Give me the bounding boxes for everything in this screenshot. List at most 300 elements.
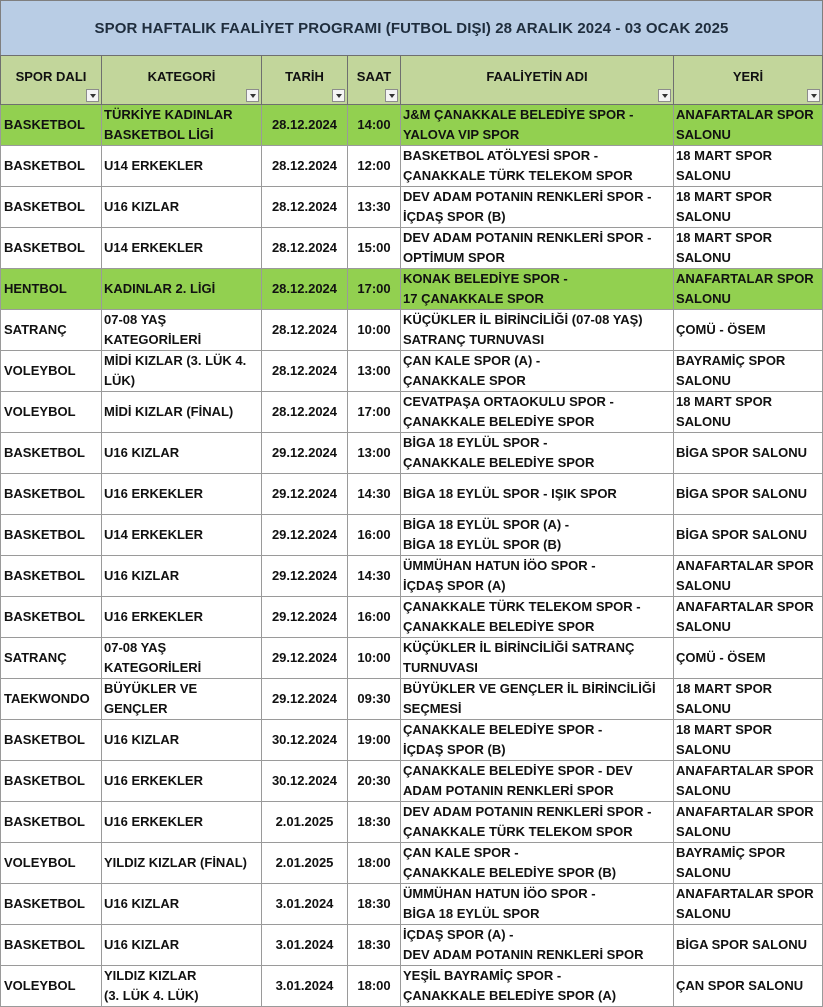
venue-cell[interactable]	[674, 720, 823, 761]
sport-cell-text: BASKETBOL	[4, 445, 85, 460]
venue-cell-text: ANAFARTALAR SPOR SALONU	[676, 886, 814, 921]
sport-cell[interactable]	[1, 597, 102, 638]
date-cell[interactable]	[262, 966, 348, 1007]
sport-cell[interactable]	[1, 433, 102, 474]
table-row	[1, 884, 823, 925]
date-cell[interactable]	[262, 228, 348, 269]
table-row	[1, 597, 823, 638]
time-cell[interactable]	[348, 638, 401, 679]
table-row	[1, 638, 823, 679]
venue-cell[interactable]	[674, 884, 823, 925]
time-cell-text: 17:00	[357, 404, 391, 419]
sport-cell[interactable]	[1, 802, 102, 843]
date-cell[interactable]	[262, 269, 348, 310]
date-cell[interactable]	[262, 925, 348, 966]
category-cell-text: U16 ERKEKLER	[104, 486, 203, 501]
date-cell-text: 28.12.2024	[271, 363, 338, 378]
table-row	[1, 474, 823, 515]
sport-cell[interactable]	[1, 105, 102, 146]
venue-cell-text: BİGA SPOR SALONU	[676, 937, 807, 952]
sport-cell[interactable]	[1, 515, 102, 556]
date-cell-text: 29.12.2024	[271, 691, 338, 706]
time-cell-text: 10:00	[357, 322, 391, 337]
venue-cell-text: 18 MART SPOR SALONU	[676, 681, 773, 716]
time-cell-text: 16:00	[357, 609, 391, 624]
category-cell[interactable]	[102, 761, 262, 802]
date-cell[interactable]	[262, 843, 348, 884]
date-cell-text: 29.12.2024	[271, 445, 338, 460]
sport-cell-text: TAEKWONDO	[4, 691, 90, 706]
sport-cell[interactable]	[1, 146, 102, 187]
sport-cell[interactable]	[1, 720, 102, 761]
category-cell-text: U16 KIZLAR	[104, 445, 180, 460]
time-cell-text: 13:00	[357, 445, 391, 460]
sport-cell-text: BASKETBOL	[4, 568, 85, 583]
activity-cell-text: İÇDAŞ SPOR (A) - DEV ADAM POTANIN RENKLERİ SPOR	[403, 927, 644, 962]
venue-cell-text: ANAFARTALAR SPOR SALONU	[676, 107, 814, 142]
activity-cell-text: ÇANAKKALE BELEDİYE SPOR - İÇDAŞ SPOR (B)	[403, 722, 603, 757]
activity-cell[interactable]	[401, 679, 674, 720]
date-cell-text: 3.01.2024	[275, 896, 334, 911]
sport-cell-text: VOLEYBOL	[4, 363, 76, 378]
activity-cell[interactable]	[401, 802, 674, 843]
time-cell-text: 14:00	[357, 117, 391, 132]
venue-cell[interactable]	[674, 679, 823, 720]
sport-cell[interactable]	[1, 966, 102, 1007]
venue-cell-text: ÇAN SPOR SALONU	[676, 978, 804, 993]
activity-cell-text: J&M ÇANAKKALE BELEDİYE SPOR - YALOVA VIP SPOR	[403, 107, 634, 142]
time-cell[interactable]	[348, 761, 401, 802]
time-cell[interactable]	[348, 884, 401, 925]
sport-cell-text: BASKETBOL	[4, 773, 85, 788]
column-header-sport: SPOR DALI	[1, 56, 102, 105]
sport-cell[interactable]	[1, 556, 102, 597]
time-cell-text: 10:00	[357, 650, 391, 665]
category-cell-text: U16 KIZLAR	[104, 199, 180, 214]
sport-cell-text: HENTBOL	[4, 281, 67, 296]
table-row	[1, 802, 823, 843]
time-cell-text: 12:00	[357, 158, 391, 173]
time-cell[interactable]	[348, 146, 401, 187]
table-row	[1, 925, 823, 966]
date-cell[interactable]	[262, 392, 348, 433]
date-cell-text: 28.12.2024	[271, 117, 338, 132]
date-cell-text: 28.12.2024	[271, 158, 338, 173]
activity-cell[interactable]	[401, 761, 674, 802]
sport-cell-text: SATRANÇ	[4, 650, 67, 665]
date-cell-text: 28.12.2024	[271, 404, 338, 419]
category-cell[interactable]	[102, 556, 262, 597]
category-cell[interactable]	[102, 228, 262, 269]
table-row	[1, 966, 823, 1007]
category-cell[interactable]	[102, 802, 262, 843]
sport-cell[interactable]	[1, 269, 102, 310]
sport-cell-text: BASKETBOL	[4, 486, 85, 501]
activity-cell[interactable]	[401, 884, 674, 925]
venue-cell[interactable]	[674, 310, 823, 351]
category-cell[interactable]	[102, 269, 262, 310]
date-cell-text: 3.01.2024	[275, 978, 334, 993]
venue-cell[interactable]	[674, 351, 823, 392]
filter-dropdown-icon[interactable]	[246, 89, 259, 102]
date-cell[interactable]	[262, 679, 348, 720]
category-cell-text: U14 ERKEKLER	[104, 527, 203, 542]
time-cell-text: 20:30	[357, 773, 391, 788]
activity-cell[interactable]	[401, 433, 674, 474]
activity-cell[interactable]	[401, 351, 674, 392]
date-cell-text: 30.12.2024	[271, 773, 338, 788]
time-cell[interactable]	[348, 228, 401, 269]
category-cell[interactable]	[102, 925, 262, 966]
time-cell[interactable]	[348, 802, 401, 843]
sport-cell-text: BASKETBOL	[4, 527, 85, 542]
time-cell-text: 17:00	[357, 281, 391, 296]
category-cell[interactable]	[102, 679, 262, 720]
venue-cell[interactable]	[674, 515, 823, 556]
column-header-category: KATEGORİ	[102, 56, 262, 105]
venue-cell-text: BAYRAMİÇ SPOR SALONU	[676, 845, 786, 880]
time-cell-text: 14:30	[357, 486, 391, 501]
filter-dropdown-icon[interactable]	[807, 89, 820, 102]
time-cell-text: 16:00	[357, 527, 391, 542]
category-cell-text: U14 ERKEKLER	[104, 240, 203, 255]
sport-cell-text: BASKETBOL	[4, 240, 85, 255]
activity-cell-text: YEŞİL BAYRAMİÇ SPOR - ÇANAKKALE BELEDİYE SPOR (A)	[403, 968, 617, 1003]
time-cell[interactable]	[348, 187, 401, 228]
column-header-activity: FAALİYETİN ADI	[401, 56, 674, 105]
sport-cell-text: BASKETBOL	[4, 158, 85, 173]
venue-cell[interactable]	[674, 474, 823, 515]
activity-cell[interactable]	[401, 966, 674, 1007]
time-cell[interactable]	[348, 269, 401, 310]
category-cell-text: TÜRKİYE KADINLAR BASKETBOL LİGİ	[104, 107, 233, 142]
time-cell[interactable]	[348, 105, 401, 146]
activity-cell[interactable]	[401, 392, 674, 433]
date-cell-text: 28.12.2024	[271, 199, 338, 214]
category-cell[interactable]	[102, 884, 262, 925]
filter-dropdown-icon[interactable]	[86, 89, 99, 102]
activity-cell-text: BİGA 18 EYLÜL SPOR (A) - BİGA 18 EYLÜL SPOR (B)	[403, 517, 570, 552]
column-header-time: SAAT	[348, 56, 401, 105]
category-cell[interactable]	[102, 843, 262, 884]
category-cell-text: U16 KIZLAR	[104, 732, 180, 747]
venue-cell-text: ANAFARTALAR SPOR SALONU	[676, 763, 814, 798]
venue-cell[interactable]	[674, 597, 823, 638]
table-row	[1, 351, 823, 392]
date-cell[interactable]	[262, 351, 348, 392]
filter-dropdown-icon[interactable]	[658, 89, 671, 102]
date-cell[interactable]	[262, 597, 348, 638]
category-cell-text: MİDİ KIZLAR (FİNAL)	[104, 404, 234, 419]
venue-cell[interactable]	[674, 269, 823, 310]
date-cell[interactable]	[262, 474, 348, 515]
sport-cell-text: BASKETBOL	[4, 937, 85, 952]
time-cell[interactable]	[348, 843, 401, 884]
venue-cell[interactable]	[674, 187, 823, 228]
table-row	[1, 720, 823, 761]
activity-cell-text: KÜÇÜKLER İL BİRİNCİLİĞİ (07-08 YAŞ) SATRANÇ TURNUVASI	[403, 312, 643, 347]
time-cell-text: 14:30	[357, 568, 391, 583]
category-cell-text: 07-08 YAŞ KATEGORİLERİ	[104, 640, 202, 675]
venue-cell[interactable]	[674, 228, 823, 269]
venue-cell-text: ANAFARTALAR SPOR SALONU	[676, 558, 814, 593]
venue-cell[interactable]	[674, 556, 823, 597]
time-cell-text: 18:00	[357, 978, 391, 993]
activity-cell-text: CEVATPAŞA ORTAOKULU SPOR - ÇANAKKALE BELEDİYE SPOR	[403, 394, 614, 429]
category-cell-text: U16 ERKEKLER	[104, 773, 203, 788]
activity-cell-text: KÜÇÜKLER İL BİRİNCİLİĞİ SATRANÇ TURNUVASI	[403, 640, 635, 675]
venue-cell-text: ANAFARTALAR SPOR SALONU	[676, 599, 814, 634]
date-cell[interactable]	[262, 720, 348, 761]
category-cell-text: U16 KIZLAR	[104, 937, 180, 952]
table-row	[1, 515, 823, 556]
category-cell[interactable]	[102, 105, 262, 146]
category-cell-text: YILDIZ KIZLAR (3. LÜK 4. LÜK)	[104, 968, 199, 1003]
category-cell[interactable]	[102, 433, 262, 474]
table-row	[1, 269, 823, 310]
category-cell-text: 07-08 YAŞ KATEGORİLERİ	[104, 312, 202, 347]
venue-cell[interactable]	[674, 843, 823, 884]
sport-cell-text: BASKETBOL	[4, 896, 85, 911]
date-cell-text: 29.12.2024	[271, 486, 338, 501]
sport-cell-text: VOLEYBOL	[4, 404, 76, 419]
date-cell[interactable]	[262, 515, 348, 556]
date-cell[interactable]	[262, 187, 348, 228]
activity-cell-text: BİGA 18 EYLÜL SPOR - IŞIK SPOR	[403, 486, 617, 501]
date-cell-text: 29.12.2024	[271, 568, 338, 583]
activity-cell[interactable]	[401, 310, 674, 351]
category-cell-text: MİDİ KIZLAR (3. LÜK 4. LÜK)	[104, 353, 247, 388]
time-cell-text: 09:30	[357, 691, 391, 706]
date-cell[interactable]	[262, 433, 348, 474]
activity-cell-text: ÜMMÜHAN HATUN İÖO SPOR - İÇDAŞ SPOR (A)	[403, 558, 596, 593]
table-row	[1, 843, 823, 884]
category-cell-text: KADINLAR 2. LİGİ	[104, 281, 216, 296]
table-row	[1, 310, 823, 351]
sport-cell-text: SATRANÇ	[4, 322, 67, 337]
time-cell[interactable]	[348, 597, 401, 638]
sport-cell[interactable]	[1, 843, 102, 884]
category-cell-text: U16 ERKEKLER	[104, 609, 203, 624]
date-cell-text: 3.01.2024	[275, 937, 334, 952]
date-cell-text: 28.12.2024	[271, 281, 338, 296]
sport-cell-text: VOLEYBOL	[4, 978, 76, 993]
activity-cell-text: ÇAN KALE SPOR (A) - ÇANAKKALE SPOR	[403, 353, 541, 388]
venue-cell[interactable]	[674, 146, 823, 187]
sport-cell[interactable]	[1, 310, 102, 351]
activity-cell[interactable]	[401, 187, 674, 228]
table-body	[1, 105, 823, 1007]
venue-cell-text: ANAFARTALAR SPOR SALONU	[676, 804, 814, 839]
sport-cell[interactable]	[1, 228, 102, 269]
activity-cell[interactable]	[401, 515, 674, 556]
sport-cell[interactable]	[1, 761, 102, 802]
activity-cell[interactable]	[401, 843, 674, 884]
schedule-table	[0, 55, 823, 1007]
column-header-venue: YERİ	[674, 56, 823, 105]
category-cell-text: U16 KIZLAR	[104, 896, 180, 911]
activity-cell[interactable]	[401, 146, 674, 187]
venue-cell[interactable]	[674, 638, 823, 679]
category-cell[interactable]	[102, 146, 262, 187]
date-cell-text: 28.12.2024	[271, 322, 338, 337]
category-cell[interactable]	[102, 720, 262, 761]
category-cell-text: U16 KIZLAR	[104, 568, 180, 583]
sheet-title: SPOR HAFTALIK FAALİYET PROGRAMI (FUTBOL DIŞI) 28 ARALIK 2024 - 03 OCAK 2025	[0, 0, 823, 56]
time-cell[interactable]	[348, 679, 401, 720]
venue-cell-text: 18 MART SPOR SALONU	[676, 230, 773, 265]
venue-cell-text: ÇOMÜ - ÖSEM	[676, 650, 766, 665]
venue-cell-text: BİGA SPOR SALONU	[676, 527, 807, 542]
date-cell[interactable]	[262, 146, 348, 187]
date-cell[interactable]	[262, 802, 348, 843]
table-row	[1, 146, 823, 187]
table-row	[1, 228, 823, 269]
date-cell-text: 30.12.2024	[271, 732, 338, 747]
venue-cell[interactable]	[674, 802, 823, 843]
date-cell-text: 29.12.2024	[271, 527, 338, 542]
filter-dropdown-icon[interactable]	[332, 89, 345, 102]
activity-cell-text: ÜMMÜHAN HATUN İÖO SPOR - BİGA 18 EYLÜL SPOR	[403, 886, 596, 921]
category-cell-text: U14 ERKEKLER	[104, 158, 203, 173]
activity-cell[interactable]	[401, 228, 674, 269]
sport-cell[interactable]	[1, 392, 102, 433]
date-cell[interactable]	[262, 105, 348, 146]
time-cell-text: 15:00	[357, 240, 391, 255]
filter-dropdown-icon[interactable]	[385, 89, 398, 102]
venue-cell-text: 18 MART SPOR SALONU	[676, 148, 773, 183]
date-cell[interactable]	[262, 761, 348, 802]
time-cell[interactable]	[348, 351, 401, 392]
activity-cell[interactable]	[401, 720, 674, 761]
venue-cell[interactable]	[674, 392, 823, 433]
table-row	[1, 556, 823, 597]
time-cell[interactable]	[348, 515, 401, 556]
category-cell[interactable]	[102, 187, 262, 228]
category-cell[interactable]	[102, 351, 262, 392]
activity-cell[interactable]	[401, 269, 674, 310]
activity-cell-text: ÇANAKKALE BELEDİYE SPOR - DEV ADAM POTANIN RENKLERİ SPOR	[403, 763, 633, 798]
venue-cell[interactable]	[674, 966, 823, 1007]
sport-cell-text: BASKETBOL	[4, 117, 85, 132]
date-cell-text: 2.01.2025	[275, 855, 334, 870]
time-cell[interactable]	[348, 433, 401, 474]
time-cell-text: 18:30	[357, 937, 391, 952]
activity-cell-text: BİGA 18 EYLÜL SPOR - ÇANAKKALE BELEDİYE SPOR	[403, 435, 595, 470]
date-cell[interactable]	[262, 310, 348, 351]
activity-cell-text: ÇAN KALE SPOR - ÇANAKKALE BELEDİYE SPOR (B)	[403, 845, 617, 880]
venue-cell-text: BİGA SPOR SALONU	[676, 486, 807, 501]
sport-cell[interactable]	[1, 187, 102, 228]
venue-cell-text: ANAFARTALAR SPOR SALONU	[676, 271, 814, 306]
venue-cell-text: BİGA SPOR SALONU	[676, 445, 807, 460]
time-cell-text: 18:30	[357, 814, 391, 829]
table-row	[1, 433, 823, 474]
venue-cell-text: BAYRAMİÇ SPOR SALONU	[676, 353, 786, 388]
date-cell-text: 28.12.2024	[271, 240, 338, 255]
venue-cell[interactable]	[674, 761, 823, 802]
time-cell-text: 18:30	[357, 896, 391, 911]
table-row	[1, 761, 823, 802]
activity-cell-text: DEV ADAM POTANIN RENKLERİ SPOR - ÇANAKKALE TÜRK TELEKOM SPOR	[403, 804, 652, 839]
activity-cell[interactable]	[401, 597, 674, 638]
category-cell-text: U16 ERKEKLER	[104, 814, 203, 829]
time-cell[interactable]	[348, 966, 401, 1007]
sport-cell[interactable]	[1, 638, 102, 679]
sport-cell[interactable]	[1, 474, 102, 515]
time-cell[interactable]	[348, 474, 401, 515]
category-cell[interactable]	[102, 392, 262, 433]
date-cell[interactable]	[262, 638, 348, 679]
time-cell-text: 19:00	[357, 732, 391, 747]
sport-cell-text: BASKETBOL	[4, 732, 85, 747]
sport-cell[interactable]	[1, 925, 102, 966]
sport-cell[interactable]	[1, 679, 102, 720]
category-cell[interactable]	[102, 310, 262, 351]
table-row	[1, 679, 823, 720]
category-cell-text: YILDIZ KIZLAR (FİNAL)	[104, 855, 247, 870]
venue-cell-text: ÇOMÜ - ÖSEM	[676, 322, 766, 337]
category-cell[interactable]	[102, 638, 262, 679]
venue-cell[interactable]	[674, 433, 823, 474]
time-cell[interactable]	[348, 310, 401, 351]
time-cell-text: 13:30	[357, 199, 391, 214]
activity-cell[interactable]	[401, 105, 674, 146]
activity-cell[interactable]	[401, 474, 674, 515]
time-cell[interactable]	[348, 556, 401, 597]
date-cell[interactable]	[262, 556, 348, 597]
sport-cell[interactable]	[1, 884, 102, 925]
activity-cell-text: BÜYÜKLER VE GENÇLER İL BİRİNCİLİĞİ SEÇMESİ	[403, 681, 656, 716]
activity-cell[interactable]	[401, 925, 674, 966]
column-header-date: TARİH	[262, 56, 348, 105]
sport-cell-text: BASKETBOL	[4, 609, 85, 624]
activity-cell[interactable]	[401, 638, 674, 679]
category-cell[interactable]	[102, 474, 262, 515]
time-cell-text: 18:00	[357, 855, 391, 870]
time-cell-text: 13:00	[357, 363, 391, 378]
table-row	[1, 392, 823, 433]
time-cell[interactable]	[348, 925, 401, 966]
sport-cell[interactable]	[1, 351, 102, 392]
time-cell[interactable]	[348, 392, 401, 433]
category-cell-text: BÜYÜKLER VE GENÇLER	[104, 681, 198, 716]
table-row	[1, 187, 823, 228]
header-row	[1, 56, 823, 105]
activity-cell-text: KONAK BELEDİYE SPOR - 17 ÇANAKKALE SPOR	[403, 271, 568, 306]
date-cell[interactable]	[262, 884, 348, 925]
activity-cell-text: BASKETBOL ATÖLYESİ SPOR - ÇANAKKALE TÜRK TELEKOM SPOR	[403, 148, 633, 183]
date-cell-text: 29.12.2024	[271, 609, 338, 624]
venue-cell[interactable]	[674, 925, 823, 966]
time-cell[interactable]	[348, 720, 401, 761]
table-row	[1, 105, 823, 146]
category-cell[interactable]	[102, 515, 262, 556]
activity-cell[interactable]	[401, 556, 674, 597]
activity-cell-text: ÇANAKKALE TÜRK TELEKOM SPOR - ÇANAKKALE BELEDİYE SPOR	[403, 599, 641, 634]
venue-cell[interactable]	[674, 105, 823, 146]
activity-cell-text: DEV ADAM POTANIN RENKLERİ SPOR - İÇDAŞ SPOR (B)	[403, 189, 652, 224]
category-cell[interactable]	[102, 966, 262, 1007]
category-cell[interactable]	[102, 597, 262, 638]
activity-cell-text: DEV ADAM POTANIN RENKLERİ SPOR - OPTİMUM SPOR	[403, 230, 652, 265]
sport-cell-text: BASKETBOL	[4, 814, 85, 829]
sport-cell-text: VOLEYBOL	[4, 855, 76, 870]
date-cell-text: 29.12.2024	[271, 650, 338, 665]
venue-cell-text: 18 MART SPOR SALONU	[676, 189, 773, 224]
venue-cell-text: 18 MART SPOR SALONU	[676, 394, 773, 429]
sport-cell-text: BASKETBOL	[4, 199, 85, 214]
